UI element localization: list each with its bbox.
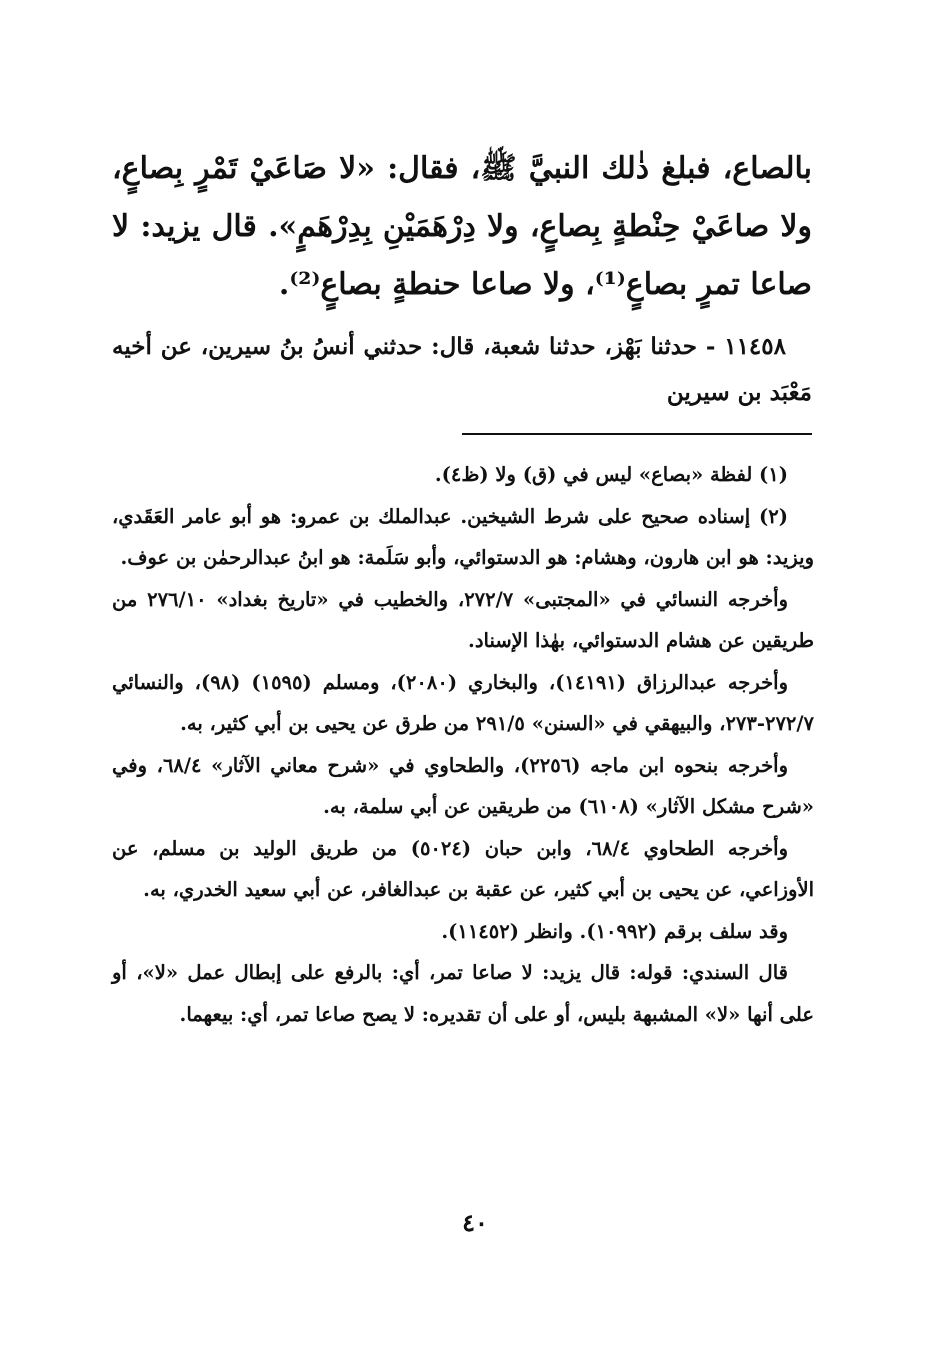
hadith-number-paragraph: ١١٤٥٨ - حدثنا بَهْز، حدثنا شعبة، قال: حدثني أنسُ بنُ سيرين، عن أخيه مَعْبَد بن سيرين [112, 333, 812, 406]
footnote-2-cross-reference: وقد سلف برقم (١٠٩٩٢). وانظر (١١٤٥٢). [441, 919, 788, 943]
footnote-2-takhrij-3: وأخرجه بنحوه ابن ماجه (٢٢٥٦)، والطحاوي في «شرح معاني الآثار» ٦٨/٤، وفي «شرح مشكل الآثار» (٦١٠٨) من طريقين عن أبي سلمة، به. [112, 753, 814, 818]
main-text [112, 140, 812, 416]
footnote-1: (١) لفظة «بصاع» ليس في (ق) ولا (ظ٤). [434, 463, 788, 486]
footnote-2: (٢) إسناده صحيح على شرط الشيخين. عبدالملك بن عمرو: هو أبو عامر العَقَدي، ويزيد: هو ابن هارون، وهشام: هو الدستوائي، وأبو سَلَمة: هو ابنُ عبدالرحمٰن بن عوف. [112, 504, 814, 569]
footnote-2-takhrij-2: وأخرجه عبدالرزاق (١٤١٩١)، والبخاري (٢٠٨٠)، ومسلم (١٥٩٥) (٩٨)، والنسائي ٢٧٢/٧-٢٧٣، والبيهقي في «السنن» ٢٩١/٥ من طرق عن يحيى بن أبي كثير، به. [112, 670, 814, 735]
footnote-2-takhrij-4: وأخرجه الطحاوي ٦٨/٤، وابن حبان (٥٠٢٤) من طريق الوليد بن مسلم، عن الأوزاعي، عن يحيى بن أبي كثير، عن عقبة بن عبدالغافر، عن أبي سعيد الخدري، به. [112, 836, 814, 901]
footnote-2-sindi-commentary: قال السندي: قوله: قال يزيد: لا صاعا تمر، أي: بالرفع على إبطال عمل «لا»، أو على أنها «لا» المشبهة بليس، أو على أن تقديره: لا يصح صاعا تمر، أي: بيعهما. [112, 961, 814, 1026]
footnotes [112, 454, 814, 1035]
footnote-separator [462, 433, 812, 435]
page-number: ٤٠ [462, 1208, 488, 1237]
footnote-2-takhrij-1: وأخرجه النسائي في «المجتبى» ٢٧٢/٧، والخطيب في «تاريخ بغداد» ٢٧٦/١٠ من طريقين عن هشام الدستوائي، بهٰذا الإسناد. [112, 587, 814, 652]
hadith-paragraph: بالصاع، فبلغ ذٰلك النبيَّ ﷺ، فقال: «لا صَاعَيْ تَمْرٍ بِصاعٍ، ولا صاعَيْ حِنْطةٍ بِصاعٍ، ولا دِرْهَمَيْنِ بِدِرْهَمٍ». قال يزيد: لا صاعا تمرٍ بصاعٍ⁽¹⁾، ولا صاعا حنطةٍ بصاعٍ⁽²⁾. [112, 151, 812, 302]
